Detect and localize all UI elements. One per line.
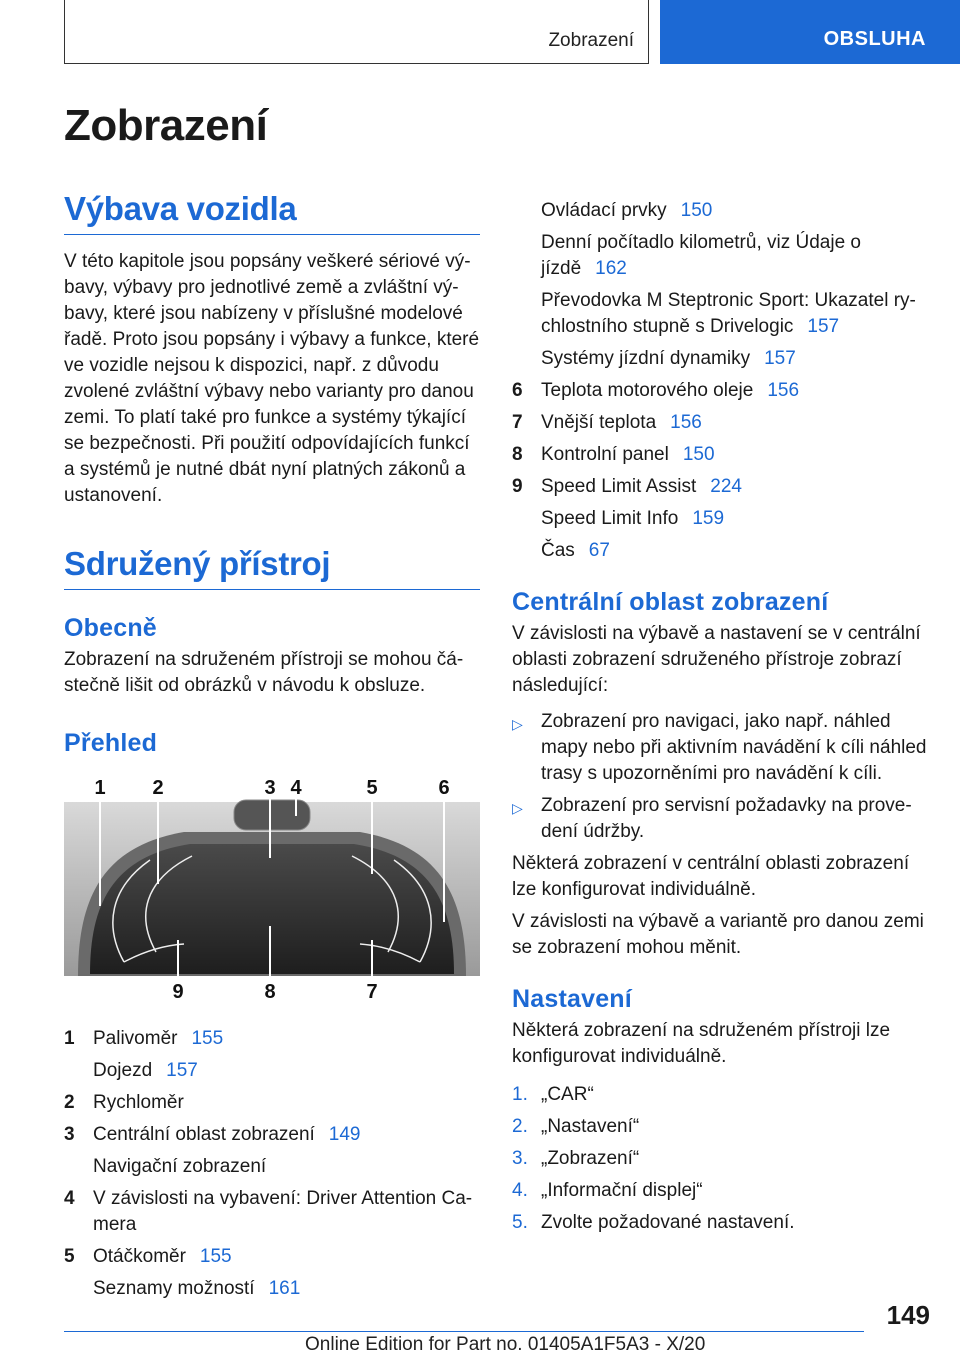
step-item [512, 1210, 932, 1236]
legend-left [64, 1026, 480, 1302]
step-item [512, 1146, 932, 1172]
page-reference-link[interactable]: 155 [199, 1246, 232, 1267]
legend-text: Převodovka M Steptronic Sport: Ukazatel rychlostního stupně s Drivelogic [541, 290, 916, 337]
legend-item [512, 474, 932, 500]
legend-text-wrap [93, 1186, 480, 1238]
step-text: „Informační displej“ [541, 1180, 703, 1201]
driver-camera-housing [234, 800, 310, 830]
page-reference-link[interactable]: 156 [767, 380, 800, 401]
obecne-text: Zobrazení na sdruženém přístroji se mohou částečně lišit od obrázků v návodu k obsluze. [64, 649, 464, 696]
legend-number: 9 [512, 476, 523, 497]
legend-text-wrap [93, 1026, 480, 1052]
left-column [64, 190, 480, 1308]
bullet-text: Zobrazení pro navigaci, jako např. náhled mapy nebo při aktivním navádění k cíli náhled trasy s upozorněními pro navádění k cíli. [541, 711, 927, 784]
page-reference-link[interactable]: 161 [268, 1278, 301, 1299]
legend-item [512, 506, 932, 532]
header-chapter-label: OBSLUHA [823, 28, 926, 50]
instrument-cluster-illustration [64, 776, 480, 1016]
legend-number [512, 288, 541, 340]
legend-text: Otáčkoměr [93, 1246, 186, 1267]
footer-divider [64, 1331, 864, 1332]
legend-number: 5 [64, 1246, 75, 1267]
figure-label-7: 7 [366, 981, 378, 1003]
legend-text: Centrální oblast zobrazení [93, 1124, 315, 1145]
page-reference-link[interactable]: 224 [710, 476, 742, 497]
legend-item [64, 1244, 480, 1270]
triangle-bullet-icon: ▷ [512, 800, 523, 816]
legend-text-wrap [541, 346, 932, 372]
legend-number: 4 [64, 1188, 75, 1209]
legend-item [64, 1058, 480, 1084]
legend-text: V závislosti na vybavení: Driver Attention Camera [93, 1188, 473, 1235]
legend-item [512, 198, 932, 224]
page-reference-link[interactable]: 155 [191, 1028, 224, 1049]
nastaveni-steps [512, 1082, 932, 1236]
header-section-box [64, 0, 649, 64]
legend-number [512, 230, 541, 282]
heading-centralni: Centrální oblast zobrazení [512, 588, 829, 616]
centralni-p2: Některá zobrazení v centrální oblasti zobrazení lze konfigurovat individuálně. [512, 853, 910, 900]
page-reference-link[interactable]: 67 [588, 540, 610, 561]
header-section-title: Zobrazení [548, 30, 634, 51]
legend-number [512, 198, 541, 224]
legend-text: Seznamy možností [93, 1278, 255, 1299]
step-number: 4. [512, 1180, 528, 1201]
legend-number: 7 [512, 412, 523, 433]
page-reference-link[interactable]: 157 [764, 348, 796, 369]
vybava-text: V této kapitole jsou popsány veškeré sériové výbavy, výbavy pro jednotlivé země a zvláštní výbavy, které jsou nabízeny v příslušné modelové řadě. Proto jsou popsány i výbavy a funkce, které ve vozidle nejsou k dispozici, např. z důvodu zvolené zvláštní výbavy nebo varianty pro danou zemi. To platí také pro funkce a systémy týkající se bezpečnosti. Při použití odpovídajících funkcí a systémů je nutné dbát nyní platných zákonů a ustanovení. [64, 251, 480, 506]
page-reference-link[interactable]: 156 [670, 412, 702, 433]
step-text: „Zobrazení“ [541, 1148, 640, 1169]
heading-prehled: Přehled [64, 729, 158, 757]
legend-text-wrap [541, 442, 932, 468]
heading-pristroj: Sdružený přístroj [64, 545, 480, 590]
legend-text-wrap [541, 378, 932, 404]
step-item [512, 1114, 932, 1140]
legend-item [512, 230, 932, 282]
legend-number: 1 [64, 1028, 75, 1049]
legend-text: Palivoměr [93, 1028, 178, 1049]
legend-item [512, 346, 932, 372]
legend-text: Ovládací prvky [541, 200, 667, 221]
figure-label-5: 5 [366, 777, 378, 799]
legend-text: Vnější teplota [541, 412, 657, 433]
legend-number [512, 506, 541, 532]
legend-number [64, 1276, 93, 1302]
footer-edition-text: Online Edition for Part no. 01405A1F5A3 - X/20 [305, 1334, 706, 1355]
legend-item [512, 410, 932, 436]
page-reference-link[interactable]: 157 [807, 316, 840, 337]
legend-item [64, 1090, 480, 1116]
legend-item [64, 1122, 480, 1148]
legend-item [512, 442, 932, 468]
legend-text-wrap [541, 474, 932, 500]
page-reference-link[interactable]: 150 [680, 200, 713, 221]
legend-text: Teplota motorového oleje [541, 380, 754, 401]
step-number: 2. [512, 1116, 528, 1137]
legend-text: Dojezd [93, 1060, 153, 1081]
instrument-cluster-figure [64, 776, 480, 1016]
page-reference-link[interactable]: 159 [692, 508, 725, 529]
legend-number: 2 [64, 1092, 75, 1113]
legend-text: Rychloměr [93, 1092, 184, 1113]
figure-label-2: 2 [152, 777, 164, 799]
legend-text-wrap [93, 1058, 480, 1084]
heading-obecne: Obecně [64, 614, 157, 642]
legend-right [512, 198, 932, 564]
legend-text-wrap [93, 1276, 480, 1302]
legend-text-wrap [541, 538, 932, 564]
legend-text-wrap [93, 1244, 480, 1270]
heading-nastaveni: Nastavení [512, 985, 632, 1013]
centralni-p3: V závislosti na výbavě a variantě pro danou zemi se zobrazení mohou měnit. [512, 911, 924, 958]
legend-number [512, 346, 541, 372]
legend-number [64, 1058, 93, 1084]
legend-item [64, 1154, 480, 1180]
centralni-intro: V závislosti na výbavě a nastavení se v centrální oblasti zobrazení sdruženého přístroje zobrazí následující: [512, 623, 921, 696]
legend-item [512, 538, 932, 564]
figure-label-9: 9 [172, 981, 184, 1003]
legend-number [512, 538, 541, 564]
legend-item [512, 378, 932, 404]
step-number: 5. [512, 1212, 528, 1233]
page-reference-link[interactable]: 157 [166, 1060, 198, 1081]
step-text: „CAR“ [541, 1084, 594, 1105]
step-item [512, 1178, 932, 1204]
step-item [512, 1082, 932, 1108]
legend-text-wrap [93, 1090, 480, 1116]
legend-number: 3 [64, 1124, 75, 1145]
legend-text: Čas [541, 540, 575, 561]
legend-item [64, 1026, 480, 1052]
page-reference-link[interactable]: 150 [682, 444, 715, 465]
legend-text: Navigační zobrazení [93, 1156, 267, 1177]
step-text: „Nastavení“ [541, 1116, 640, 1137]
heading-vybava: Výbava vozidla [64, 190, 480, 235]
legend-text: Speed Limit Info [541, 508, 679, 529]
triangle-bullet-icon: ▷ [512, 716, 523, 732]
legend-number [64, 1154, 93, 1180]
legend-number: 6 [512, 380, 523, 401]
legend-text: Denní počítadlo kilometrů, viz Údaje o jízdě [541, 232, 861, 279]
bullet-item [512, 709, 932, 787]
legend-text-wrap [541, 506, 932, 532]
centralni-bullets [512, 709, 932, 845]
figure-label-3: 3 [264, 777, 276, 799]
legend-text-wrap [541, 198, 932, 224]
legend-text-wrap [93, 1154, 480, 1180]
step-number: 3. [512, 1148, 528, 1169]
page-number: 149 [886, 1300, 930, 1330]
legend-item [64, 1186, 480, 1238]
legend-text-wrap [93, 1122, 480, 1148]
page-reference-link[interactable]: 149 [328, 1124, 361, 1145]
legend-text-wrap [541, 410, 932, 436]
legend-item [64, 1276, 480, 1302]
nastaveni-intro: Některá zobrazení na sdruženém přístroji lze konfigurovat individuálně. [512, 1020, 891, 1067]
figure-label-6: 6 [438, 777, 450, 799]
legend-number: 8 [512, 444, 523, 465]
legend-text-wrap [541, 288, 932, 340]
figure-label-4: 4 [290, 777, 302, 799]
page-reference-link[interactable]: 162 [595, 258, 627, 279]
page-title: Zobrazení [64, 101, 268, 150]
bullet-item [512, 793, 932, 845]
legend-text: Systémy jízdní dynamiky [541, 348, 751, 369]
bullet-text: Zobrazení pro servisní požadavky na provedení údržby. [541, 795, 912, 842]
legend-text: Speed Limit Assist [541, 476, 697, 497]
step-number: 1. [512, 1084, 528, 1105]
legend-text-wrap [541, 230, 932, 282]
right-column [512, 198, 932, 1242]
legend-item [512, 288, 932, 340]
figure-label-1: 1 [94, 777, 106, 799]
legend-text: Kontrolní panel [541, 444, 669, 465]
step-text: Zvolte požadované nastavení. [541, 1212, 795, 1233]
header-chapter-tab [660, 0, 960, 64]
figure-label-8: 8 [264, 981, 276, 1003]
